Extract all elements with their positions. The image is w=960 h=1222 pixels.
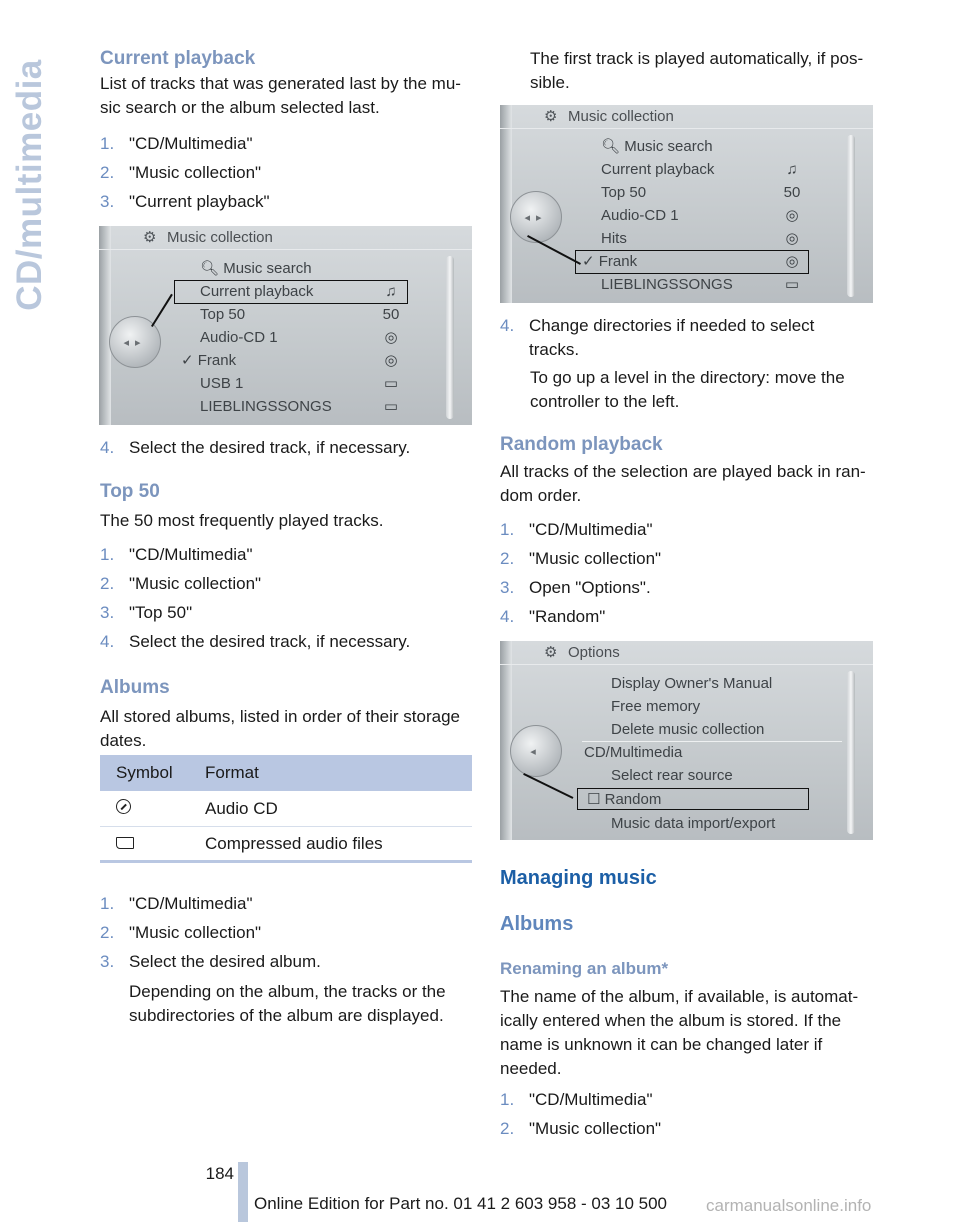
compressed-file-icon bbox=[116, 837, 134, 849]
screen-item: Audio-CD 1 bbox=[601, 207, 679, 224]
screen-item: Select rear source bbox=[611, 767, 733, 784]
table-header bbox=[100, 755, 472, 791]
folder-icon: ▭ bbox=[784, 276, 800, 293]
screen-item: Top 50 bbox=[601, 184, 647, 201]
screen-item: Audio-CD 1 bbox=[200, 329, 278, 346]
screen-item-count: 50 bbox=[783, 184, 801, 201]
detail-line: controller to the left. bbox=[530, 392, 680, 411]
screen-item: USB 1 bbox=[200, 375, 244, 392]
controller-knob-icon: ◂▸ bbox=[109, 316, 161, 368]
screen-item: LIEBLINGSSONGS bbox=[601, 276, 733, 293]
list-item: 1. "CD/Multimedia" bbox=[100, 134, 253, 153]
list-item: 2. "Music collection" bbox=[100, 923, 262, 942]
heading-random-playback: Random playback bbox=[500, 434, 663, 455]
list-item: 1. "CD/Multimedia" bbox=[500, 520, 653, 539]
edition-text: Online Edition for Part no. 01 41 2 603 958 - 03 10 500 bbox=[254, 1194, 668, 1213]
heading-managing-music: Managing music bbox=[500, 867, 657, 889]
current-playback-steps bbox=[100, 132, 472, 219]
note-line: sible. bbox=[530, 73, 570, 92]
table-header-symbol: Symbol bbox=[116, 763, 173, 782]
cd-icon: ◎ bbox=[384, 352, 398, 369]
screenshot-music-collection-1 bbox=[99, 226, 472, 425]
screen-item: Delete music collection bbox=[611, 721, 765, 738]
intro-line: List of tracks that was generated last by the mu- bbox=[100, 74, 461, 93]
renaming-body bbox=[500, 985, 880, 1081]
selection-highlight bbox=[174, 280, 408, 304]
albums-steps bbox=[100, 892, 472, 979]
body-line: ically entered when the album is stored. If the bbox=[500, 1011, 842, 1030]
screen-item: Current playback bbox=[601, 161, 715, 178]
side-title-text: CD/multimedia bbox=[10, 59, 49, 311]
body-line: The name of the album, if available, is automat- bbox=[500, 987, 859, 1006]
footer-bar bbox=[238, 1162, 248, 1222]
screen-scrollbar bbox=[847, 671, 855, 834]
albums-intro bbox=[100, 705, 480, 753]
music-note-icon: ♫ bbox=[385, 283, 397, 300]
table-row bbox=[100, 791, 472, 827]
top-50-steps bbox=[100, 543, 472, 659]
cd-icon: ◎ bbox=[785, 253, 799, 270]
list-item: 3. "Top 50" bbox=[100, 603, 193, 622]
list-item: 2. "Music collection" bbox=[500, 1119, 662, 1138]
note-line: The first track is played automatically, if pos- bbox=[530, 49, 864, 68]
symbol-format-table bbox=[100, 755, 472, 863]
watermark: carmanualsonline.info bbox=[706, 1196, 872, 1215]
screen-header: ⚙ Music collection bbox=[500, 105, 873, 129]
list-item: 4. Select the desired track, if necessary. bbox=[100, 438, 411, 457]
screen-scrollbar bbox=[847, 135, 855, 297]
intro-line: dates. bbox=[100, 731, 147, 750]
table-cell-format: Compressed audio files bbox=[205, 833, 383, 853]
list-item: 3. Select the desired album. bbox=[100, 952, 321, 971]
table-header-format: Format bbox=[205, 763, 259, 782]
detail-line: To go up a level in the directory: move the bbox=[530, 368, 845, 387]
selection-highlight bbox=[577, 788, 809, 810]
list-item: 3. Open "Options". bbox=[500, 578, 651, 597]
heading-top-50: Top 50 bbox=[100, 481, 160, 502]
screen-item: Current playback bbox=[200, 283, 314, 300]
top-50-intro: The 50 most frequently played tracks. bbox=[100, 511, 384, 530]
list-item: 1. "CD/Multimedia" bbox=[100, 545, 253, 564]
intro-line: sic search or the album selected last. bbox=[100, 98, 380, 117]
managing-steps bbox=[500, 1088, 874, 1146]
screen-item: 🔍︎ Music search bbox=[601, 138, 713, 155]
screen-item-count: 50 bbox=[382, 306, 400, 323]
random-intro bbox=[500, 460, 880, 508]
list-item: 2. "Music collection" bbox=[500, 549, 662, 568]
detail-line: Depending on the album, the tracks or the bbox=[129, 982, 446, 1001]
controller-knob-icon: ◂ bbox=[510, 725, 562, 777]
screen-item: ✓ Frank bbox=[181, 352, 237, 369]
controller-knob-icon: ◂▸ bbox=[510, 191, 562, 243]
albums-step3-detail bbox=[129, 980, 479, 1028]
intro-line: dom order. bbox=[500, 486, 582, 505]
screen-item: Hits bbox=[601, 230, 627, 247]
screen-item: Top 50 bbox=[200, 306, 246, 323]
screen-scrollbar bbox=[446, 256, 454, 419]
screenshot-options bbox=[500, 641, 873, 840]
screen-section-label: CD/Multimedia bbox=[584, 744, 683, 761]
screen-item: Music data import/export bbox=[611, 815, 776, 832]
screen-header: ⚙ Options bbox=[500, 641, 873, 665]
heading-renaming-album: Renaming an album* bbox=[500, 959, 669, 978]
body-line: needed. bbox=[500, 1059, 562, 1078]
page-number: 184 bbox=[205, 1164, 234, 1183]
folder-icon: ▭ bbox=[383, 398, 399, 415]
gear-icon: ⚙ bbox=[143, 229, 157, 246]
intro-line: All stored albums, listed in order of their storage bbox=[100, 707, 461, 726]
table-cell-format: Audio CD bbox=[205, 798, 278, 818]
gear-icon: ⚙ bbox=[544, 108, 558, 125]
cd-icon: ◎ bbox=[785, 207, 799, 224]
section-side-title bbox=[4, 40, 56, 330]
folder-icon: ▭ bbox=[383, 375, 399, 392]
screenshot-music-collection-2 bbox=[500, 105, 873, 303]
list-item: 2. "Music collection" bbox=[100, 163, 262, 182]
step4-change-dirs bbox=[500, 314, 874, 362]
heading-albums: Albums bbox=[100, 677, 170, 698]
step4-detail bbox=[530, 366, 880, 414]
cd-icon: ◎ bbox=[384, 329, 398, 346]
screen-header: ⚙ Music collection bbox=[99, 226, 472, 250]
random-steps bbox=[500, 518, 874, 634]
list-item: 1. "CD/Multimedia" bbox=[100, 894, 253, 913]
list-item: 2. "Music collection" bbox=[100, 574, 262, 593]
intro-line: All tracks of the selection are played back in ran- bbox=[500, 462, 866, 481]
list-item: 4. "Random" bbox=[500, 607, 606, 626]
current-playback-intro bbox=[100, 72, 472, 120]
body-line: name is unknown it can be changed later if bbox=[500, 1035, 823, 1054]
screen-item: 🔍︎ Music search bbox=[200, 260, 312, 277]
cd-icon: ◎ bbox=[785, 230, 799, 247]
list-item: 4. Change directories if needed to select tracks. bbox=[500, 316, 815, 359]
first-track-note bbox=[530, 47, 880, 95]
list-item: 1. "CD/Multimedia" bbox=[500, 1090, 653, 1109]
list-item: 3. "Current playback" bbox=[100, 192, 270, 211]
list-item: 4. Select the desired track, if necessary. bbox=[100, 632, 411, 651]
screen-item: ✓ Frank bbox=[582, 253, 638, 270]
heading-albums-sub: Albums bbox=[500, 913, 574, 935]
gear-icon: ⚙ bbox=[544, 644, 558, 661]
pointer-line bbox=[151, 294, 172, 327]
selection-highlight bbox=[575, 250, 809, 274]
detail-line: subdirectories of the album are displayed. bbox=[129, 1006, 444, 1025]
screen-item: LIEBLINGSSONGS bbox=[200, 398, 332, 415]
screen-item: Display Owner's Manual bbox=[611, 675, 773, 692]
table-row bbox=[100, 827, 472, 863]
heading-current-playback: Current playback bbox=[100, 48, 256, 69]
screen-item: Free memory bbox=[611, 698, 701, 715]
cd-icon bbox=[116, 799, 131, 814]
screen-item: ☐ Random bbox=[587, 791, 662, 808]
music-note-icon: ♫ bbox=[786, 161, 798, 178]
